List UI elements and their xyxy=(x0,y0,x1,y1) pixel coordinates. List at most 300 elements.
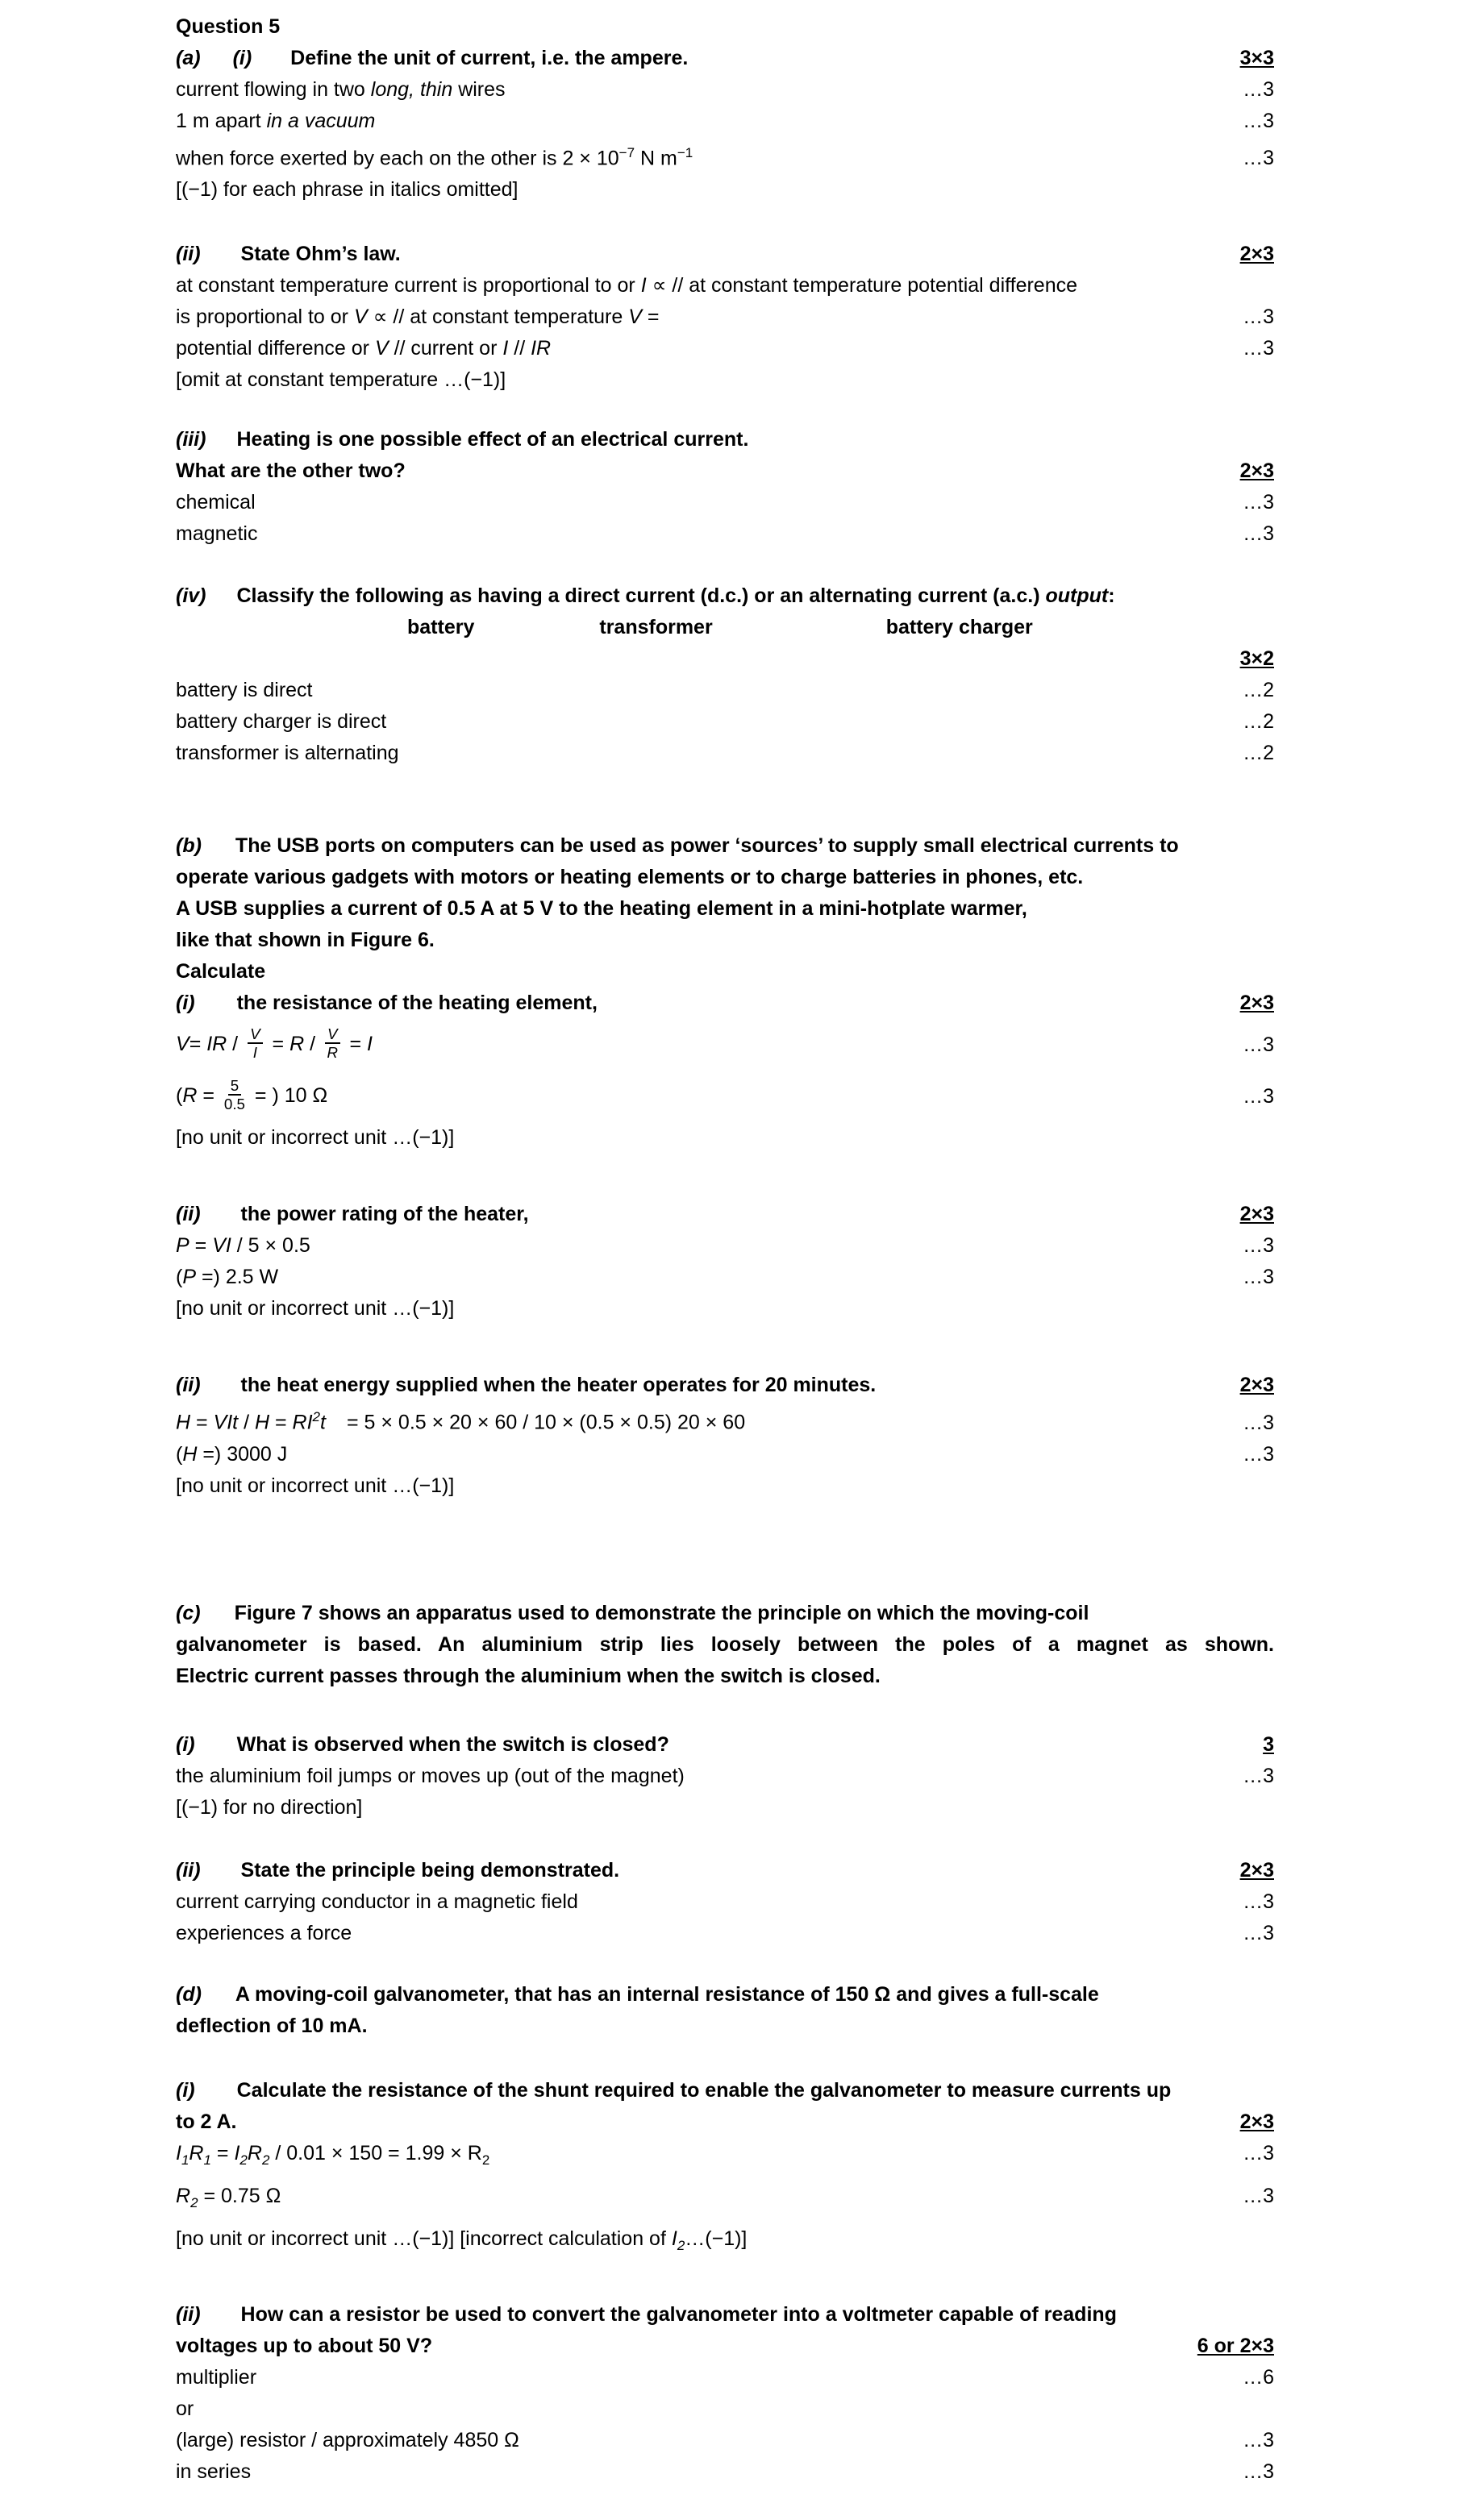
text-segment: (iv) xyxy=(176,584,206,608)
space-segment xyxy=(201,1876,241,1877)
heading-line xyxy=(176,893,1274,925)
text-segment: Electric current passes through the aluminium when the switch is closed. xyxy=(176,1664,881,1687)
answer-line xyxy=(176,137,1274,174)
line-text xyxy=(176,239,1232,270)
text-segment: Calculate the resistance of the shunt required to enable the galvanometer to measure currents up xyxy=(236,2078,1172,2102)
line-text xyxy=(176,2223,1274,2261)
line-text xyxy=(176,518,1235,550)
line-text xyxy=(176,2393,1274,2425)
text-segment: H xyxy=(254,1411,270,1434)
heading-line xyxy=(176,830,1274,862)
text-segment: ( xyxy=(176,1266,183,1289)
line-text xyxy=(176,1199,1232,1230)
marks-value: …3 xyxy=(1243,147,1274,170)
space-segment xyxy=(201,2320,241,2321)
text-segment: Define the unit of current, i.e. the ampere. xyxy=(290,47,689,69)
text-segment: battery charger xyxy=(885,616,1033,639)
text-segment: What is observed when the switch is closed? xyxy=(236,1732,669,1756)
text-segment: How can a resistor be used to convert the galvanometer into a voltmeter capable of reading xyxy=(240,2302,1117,2326)
text-segment: the aluminium foil jumps or moves up (out of the magnet) xyxy=(176,1764,685,1787)
math-line xyxy=(176,1019,1274,1071)
spacer xyxy=(176,396,1274,424)
marks-value: …3 xyxy=(1243,1411,1274,1434)
text-segment: multiplier xyxy=(176,2365,257,2389)
math-line xyxy=(176,1071,1274,1122)
line-text xyxy=(176,1918,1235,1949)
text-segment: =) 2.5 W xyxy=(196,1266,279,1289)
marks-value: …2 xyxy=(1243,710,1274,734)
text-segment: A USB supplies a current of 0.5 A at 5 V to the heating element in a mini-hotplate warmer, xyxy=(176,897,1027,921)
line-text xyxy=(176,956,1274,988)
text-segment: (i) xyxy=(176,992,195,1015)
text-segment: = xyxy=(266,1032,290,1055)
text-segment: = ) 10 Ω xyxy=(248,1083,328,1107)
line-text xyxy=(176,2425,1235,2456)
marks-value: 3×3 xyxy=(1239,47,1274,69)
fraction xyxy=(325,1025,340,1062)
math-line xyxy=(176,1401,1274,1438)
heading-line xyxy=(176,1629,1274,1661)
space-segment xyxy=(206,601,237,602)
line-text xyxy=(176,1076,1235,1115)
line-text xyxy=(176,1598,1274,1629)
fraction-numerator: V xyxy=(325,1025,340,1045)
line-text xyxy=(176,301,1235,333)
line-text xyxy=(176,270,1274,301)
marks-value: 3 xyxy=(1263,1732,1274,1756)
text-segment: current carrying conductor in a magnetic field xyxy=(176,1890,578,1913)
answer-line xyxy=(176,518,1274,550)
spacer xyxy=(176,1324,1274,1370)
line-text xyxy=(176,2456,1235,2488)
text-segment: potential difference or xyxy=(176,337,375,360)
text-segment: (a) xyxy=(176,47,201,69)
text-segment: Heating is one possible effect of an electrical current. xyxy=(236,428,749,451)
line-text xyxy=(176,424,1274,455)
note-line xyxy=(176,174,1274,206)
text-segment: State the principle being demonstrated. xyxy=(240,1858,620,1882)
text-segment: (c) xyxy=(176,1601,201,1624)
spacer xyxy=(176,1823,1274,1855)
text-segment: 1 m apart xyxy=(176,110,267,132)
marks-value: …2 xyxy=(1243,742,1274,765)
text-segment: R xyxy=(176,2184,191,2207)
answer-line xyxy=(176,1886,1274,1918)
answer-line xyxy=(176,2362,1274,2393)
text-segment: = xyxy=(344,1032,368,1055)
line-text xyxy=(176,1886,1235,1918)
line-text xyxy=(176,2299,1274,2331)
text-segment: (ii) xyxy=(176,2302,201,2326)
marks-value: …3 xyxy=(1243,1084,1274,1108)
space-segment xyxy=(713,633,886,634)
text-segment: [no unit or incorrect unit …(−1)] xyxy=(176,1297,455,1320)
text-segment: in series xyxy=(176,2460,252,2483)
line-text xyxy=(176,487,1235,518)
marks-value: 2×3 xyxy=(1239,992,1274,1015)
heading-line xyxy=(176,2106,1274,2138)
marks-value: …2 xyxy=(1243,679,1274,702)
text-segment: = xyxy=(269,1411,293,1434)
marks-value: 2×3 xyxy=(1239,460,1274,483)
text-segment: in a vacuum xyxy=(266,110,376,132)
line-text xyxy=(176,738,1235,769)
line-text xyxy=(176,1979,1274,2011)
text-segment: H xyxy=(176,1411,191,1434)
text-segment: V xyxy=(374,337,389,360)
marks-value: …3 xyxy=(1243,1234,1274,1258)
text-segment: 2 xyxy=(481,2152,490,2168)
answer-line xyxy=(176,1918,1274,1949)
text-segment: deflection of 10 mA. xyxy=(176,2014,368,2037)
marks-value: 2×3 xyxy=(1239,2110,1274,2133)
note-line xyxy=(176,1792,1274,1823)
heading-line xyxy=(176,1598,1274,1629)
answer-line xyxy=(176,706,1274,738)
text-segment: H xyxy=(182,1442,198,1466)
marks-value: …3 xyxy=(1243,2184,1274,2207)
marks-value: …3 xyxy=(1243,1033,1274,1056)
math-line xyxy=(176,2181,1274,2223)
marks-value: …3 xyxy=(1243,491,1274,514)
text-segment: is proportional to or xyxy=(176,306,354,329)
space-segment xyxy=(202,2000,235,2001)
text-segment: N m xyxy=(635,147,677,170)
text-segment: A moving-coil galvanometer, that has an internal resistance of 150 Ω and gives a full-scale xyxy=(235,1982,1099,2006)
text-segment: IR xyxy=(531,337,552,360)
text-segment: experiences a force xyxy=(176,1921,352,1944)
text-segment: (b) xyxy=(176,834,202,858)
text-segment: Question 5 xyxy=(176,15,281,38)
text-segment: Classify the following as having a direct current (d.c.) or an alternating current (a.c.) xyxy=(236,584,1046,608)
marks-value: …3 xyxy=(1243,522,1274,546)
text-segment: / xyxy=(304,1032,321,1055)
text-segment: the resistance of the heating element, xyxy=(236,992,598,1015)
line-text xyxy=(176,1661,1274,1692)
text-segment: or xyxy=(176,2397,194,2420)
line-text xyxy=(176,1122,1274,1154)
marks-value: …3 xyxy=(1243,2428,1274,2451)
fraction xyxy=(224,1077,245,1113)
line-text xyxy=(176,1855,1232,1886)
heading-line xyxy=(176,455,1274,487)
text-segment: [no unit or incorrect unit …(−1)] xyxy=(176,1474,455,1497)
answer-line xyxy=(176,487,1274,518)
marks-value: …3 xyxy=(1243,2460,1274,2483)
line-text xyxy=(176,1761,1235,1792)
text-segment: I xyxy=(176,2141,181,2164)
text-segment: = xyxy=(189,1234,213,1258)
text-segment: = 5 × 0.5 × 20 × 60 / 10 × (0.5 × 0.5) 20 × 60 xyxy=(346,1411,746,1434)
text-segment: 2 xyxy=(190,2194,198,2210)
heading-line xyxy=(176,2011,1274,2042)
space-segment xyxy=(195,1008,237,1009)
text-segment: [omit at constant temperature …(−1)] xyxy=(176,368,506,392)
spacer xyxy=(176,550,1274,580)
line-text xyxy=(176,2362,1235,2393)
line-text xyxy=(176,2011,1274,2042)
fraction-numerator: V xyxy=(248,1025,263,1045)
text-segment: long, thin xyxy=(370,78,453,101)
text-segment: VIt xyxy=(213,1411,239,1434)
fraction-denominator: I xyxy=(252,1044,257,1062)
text-segment: battery xyxy=(407,616,475,639)
line-text xyxy=(176,11,1274,43)
text-segment: operate various gadgets with motors or heating elements or to charge batteries in phones, etc. xyxy=(176,866,1084,889)
line-text xyxy=(176,106,1235,137)
text-segment: (ii) xyxy=(176,1858,201,1882)
answer-line xyxy=(176,738,1274,769)
text-segment: [no unit or incorrect unit …(−1)] [incorrect calculation of xyxy=(176,2227,672,2250)
text-segment: IR xyxy=(206,1032,227,1055)
marks-value: 2×3 xyxy=(1239,1203,1274,1226)
marks-value: …3 xyxy=(1243,1890,1274,1913)
text-segment: =) 3000 J xyxy=(197,1442,288,1466)
answer-line xyxy=(176,301,1274,333)
text-segment: V xyxy=(353,306,368,329)
text-segment: (iii) xyxy=(176,428,206,451)
text-segment: R xyxy=(182,1083,198,1107)
marks-value: 2×3 xyxy=(1239,1858,1274,1882)
space-segment xyxy=(201,1619,235,1620)
math-line xyxy=(176,1262,1274,1293)
text-segment: like that shown in Figure 6. xyxy=(176,929,435,952)
line-text xyxy=(176,43,1232,74)
line-text xyxy=(176,1027,1235,1063)
answer-line xyxy=(176,2393,1274,2425)
marks-value: …3 xyxy=(1243,78,1274,101)
math-line xyxy=(176,1439,1274,1470)
line-text xyxy=(176,1293,1274,1324)
text-segment: output xyxy=(1045,584,1109,608)
marks-value: 6 or 2×3 xyxy=(1197,2334,1274,2357)
answer-line xyxy=(176,106,1274,137)
space-segment xyxy=(202,851,235,852)
text-segment: −7 xyxy=(618,145,635,160)
text-segment: R xyxy=(189,2141,204,2164)
heading-line xyxy=(176,1729,1274,1761)
line-text xyxy=(176,74,1235,106)
text-segment: the power rating of the heater, xyxy=(240,1203,529,1226)
answer-line xyxy=(176,2425,1274,2456)
text-segment: V xyxy=(628,306,642,329)
text-segment: 2 xyxy=(677,2237,685,2253)
text-segment: ∝ // at constant temperature potential difference xyxy=(646,274,1078,297)
line-text xyxy=(176,2181,1235,2219)
text-segment: battery charger is direct xyxy=(176,710,387,734)
text-segment: // current or xyxy=(388,337,503,360)
text-segment: 1 xyxy=(181,2152,189,2168)
text-segment: to 2 A. xyxy=(176,2110,237,2133)
text-segment: wires xyxy=(452,78,506,101)
marks-value: 2×3 xyxy=(1239,1374,1274,1397)
text-segment: battery is direct xyxy=(176,679,313,702)
text-segment: ∝ // at constant temperature xyxy=(367,306,629,329)
text-segment: (d) xyxy=(176,1982,202,2006)
marks-value: …3 xyxy=(1243,1266,1274,1289)
fraction-numerator: 5 xyxy=(228,1077,241,1096)
text-segment: / xyxy=(238,1411,255,1434)
math-line xyxy=(176,2138,1274,2181)
answer-line xyxy=(176,675,1274,706)
text-segment: : xyxy=(1108,584,1115,608)
spacer xyxy=(176,1949,1274,1979)
line-text xyxy=(176,925,1274,956)
heading-line xyxy=(176,43,1274,74)
text-segment: I xyxy=(640,274,647,297)
marks-value: …6 xyxy=(1243,2365,1274,2389)
text-segment: V xyxy=(176,1032,189,1055)
note-line xyxy=(176,2223,1274,2261)
line-text xyxy=(176,455,1232,487)
marks-value: 2×3 xyxy=(1239,243,1274,266)
text-segment: I xyxy=(671,2227,677,2250)
text-segment: 2 xyxy=(261,2152,270,2168)
space-segment xyxy=(195,1750,237,1751)
line-text xyxy=(176,988,1232,1019)
text-segment: I xyxy=(234,2141,240,2164)
line-text xyxy=(176,2075,1274,2106)
text-segment: = xyxy=(641,306,660,329)
line-text xyxy=(176,706,1235,738)
text-segment: = 0.75 Ω xyxy=(198,2184,281,2207)
text-segment: // xyxy=(508,337,531,360)
line-text xyxy=(176,830,1274,862)
line-text xyxy=(176,1729,1255,1761)
note-line xyxy=(176,1293,1274,1324)
heading-line xyxy=(176,1199,1274,1230)
text-segment: (i) xyxy=(176,2078,195,2102)
heading-line xyxy=(176,956,1274,988)
space-segment xyxy=(206,445,237,446)
heading-line xyxy=(176,1661,1274,1692)
heading-line xyxy=(176,988,1274,1019)
math-line xyxy=(176,1230,1274,1262)
answer-line xyxy=(176,74,1274,106)
text-segment: / xyxy=(227,1032,244,1055)
spacer xyxy=(176,1692,1274,1729)
line-text xyxy=(176,2331,1189,2362)
marks-value: …3 xyxy=(1243,110,1274,132)
heading-line xyxy=(176,2075,1274,2106)
text-segment: (ii) xyxy=(176,1374,201,1397)
space-segment xyxy=(176,633,407,634)
text-segment: P xyxy=(182,1266,197,1289)
text-segment: ( xyxy=(176,1083,183,1107)
heading-line xyxy=(176,2331,1274,2362)
text-segment: (ii) xyxy=(176,1203,201,1226)
text-segment: −1 xyxy=(677,145,693,160)
text-segment: 2 xyxy=(312,1409,321,1425)
text-segment: the heat energy supplied when the heater operates for 20 minutes. xyxy=(240,1374,877,1397)
text-segment: P xyxy=(176,1234,189,1258)
line-text xyxy=(176,333,1235,364)
line-text xyxy=(176,1401,1235,1438)
note-line xyxy=(176,364,1274,396)
answer-line xyxy=(176,333,1274,364)
heading-line xyxy=(176,1855,1274,1886)
text-segment: / 0.01 × 150 = 1.99 × R xyxy=(269,2141,482,2164)
text-segment: [(−1) for each phrase in italics omitted] xyxy=(176,178,519,202)
text-segment: transformer xyxy=(599,616,713,639)
text-segment: t xyxy=(320,1411,326,1434)
line-text xyxy=(176,862,1274,893)
text-segment: = xyxy=(190,1411,214,1434)
text-segment: Calculate xyxy=(176,960,266,983)
line-text xyxy=(176,1230,1235,1262)
text-segment: transformer is alternating xyxy=(176,742,399,765)
marks-line xyxy=(176,643,1274,675)
text-segment: I xyxy=(502,337,509,360)
line-text xyxy=(176,1470,1274,1502)
line-text xyxy=(176,2106,1232,2138)
marks-value: …3 xyxy=(1243,1921,1274,1944)
text-segment: What are the other two? xyxy=(176,460,406,483)
heading-line xyxy=(176,424,1274,455)
text-segment: VI xyxy=(212,1234,231,1258)
line-text xyxy=(176,893,1274,925)
fraction-denominator: 0.5 xyxy=(223,1096,245,1113)
text-segment: (ii) xyxy=(176,243,201,266)
text-segment: [(−1) for no direction] xyxy=(176,1795,363,1819)
heading-line xyxy=(176,580,1274,612)
text-segment: voltages up to about 50 V? xyxy=(176,2334,433,2357)
line-text xyxy=(176,1439,1235,1470)
text-segment: when force exerted by each on the other is 2 × 10 xyxy=(176,147,619,170)
answer-line xyxy=(176,2456,1274,2488)
line-text xyxy=(176,675,1235,706)
heading-line xyxy=(176,925,1274,956)
spacer xyxy=(176,1502,1274,1598)
marks-value: 3×2 xyxy=(1239,647,1274,671)
question-title xyxy=(176,11,1274,43)
text-segment: magnetic xyxy=(176,522,258,546)
note-line xyxy=(176,1122,1274,1154)
line-text xyxy=(176,580,1274,612)
text-segment: / 5 × 0.5 xyxy=(231,1234,310,1258)
line-text xyxy=(176,174,1274,206)
heading-line xyxy=(176,1979,1274,2011)
text-segment: State Ohm’s law. xyxy=(240,243,401,266)
heading-line xyxy=(176,1370,1274,1401)
text-segment: RI xyxy=(292,1411,313,1434)
text-segment: (i) xyxy=(176,1732,195,1756)
spacer xyxy=(176,1154,1274,1199)
text-segment: Figure 7 shows an apparatus used to demonstrate the principle on which the moving-coil xyxy=(234,1601,1089,1624)
text-segment: = xyxy=(210,2141,235,2164)
marks-value: …3 xyxy=(1243,1442,1274,1466)
text-segment: chemical xyxy=(176,491,256,514)
fraction xyxy=(248,1025,263,1062)
space-segment xyxy=(474,633,599,634)
marks-value: …3 xyxy=(1243,306,1274,329)
line-text xyxy=(176,137,1235,174)
text-segment: 1 xyxy=(203,2152,211,2168)
items-line xyxy=(176,612,1274,643)
spacer xyxy=(176,2042,1274,2075)
text-segment: [no unit or incorrect unit …(−1)] xyxy=(176,1126,455,1150)
marks-value: …3 xyxy=(1243,2141,1274,2164)
text-segment: (i) xyxy=(232,47,252,69)
text-segment: R xyxy=(247,2141,262,2164)
text-segment: galvanometer is based. An aluminium strip lies loosely between the poles of a magnet as shown. xyxy=(176,1632,1274,1656)
line-text xyxy=(176,364,1274,396)
text-segment: The USB ports on computers can be used as power ‘sources’ to supply small electrical currents to xyxy=(235,834,1179,858)
text-segment: (large) resistor / approximately 4850 Ω xyxy=(176,2428,519,2451)
heading-line xyxy=(176,862,1274,893)
line-text xyxy=(176,1262,1235,1293)
spacer xyxy=(176,2261,1274,2299)
